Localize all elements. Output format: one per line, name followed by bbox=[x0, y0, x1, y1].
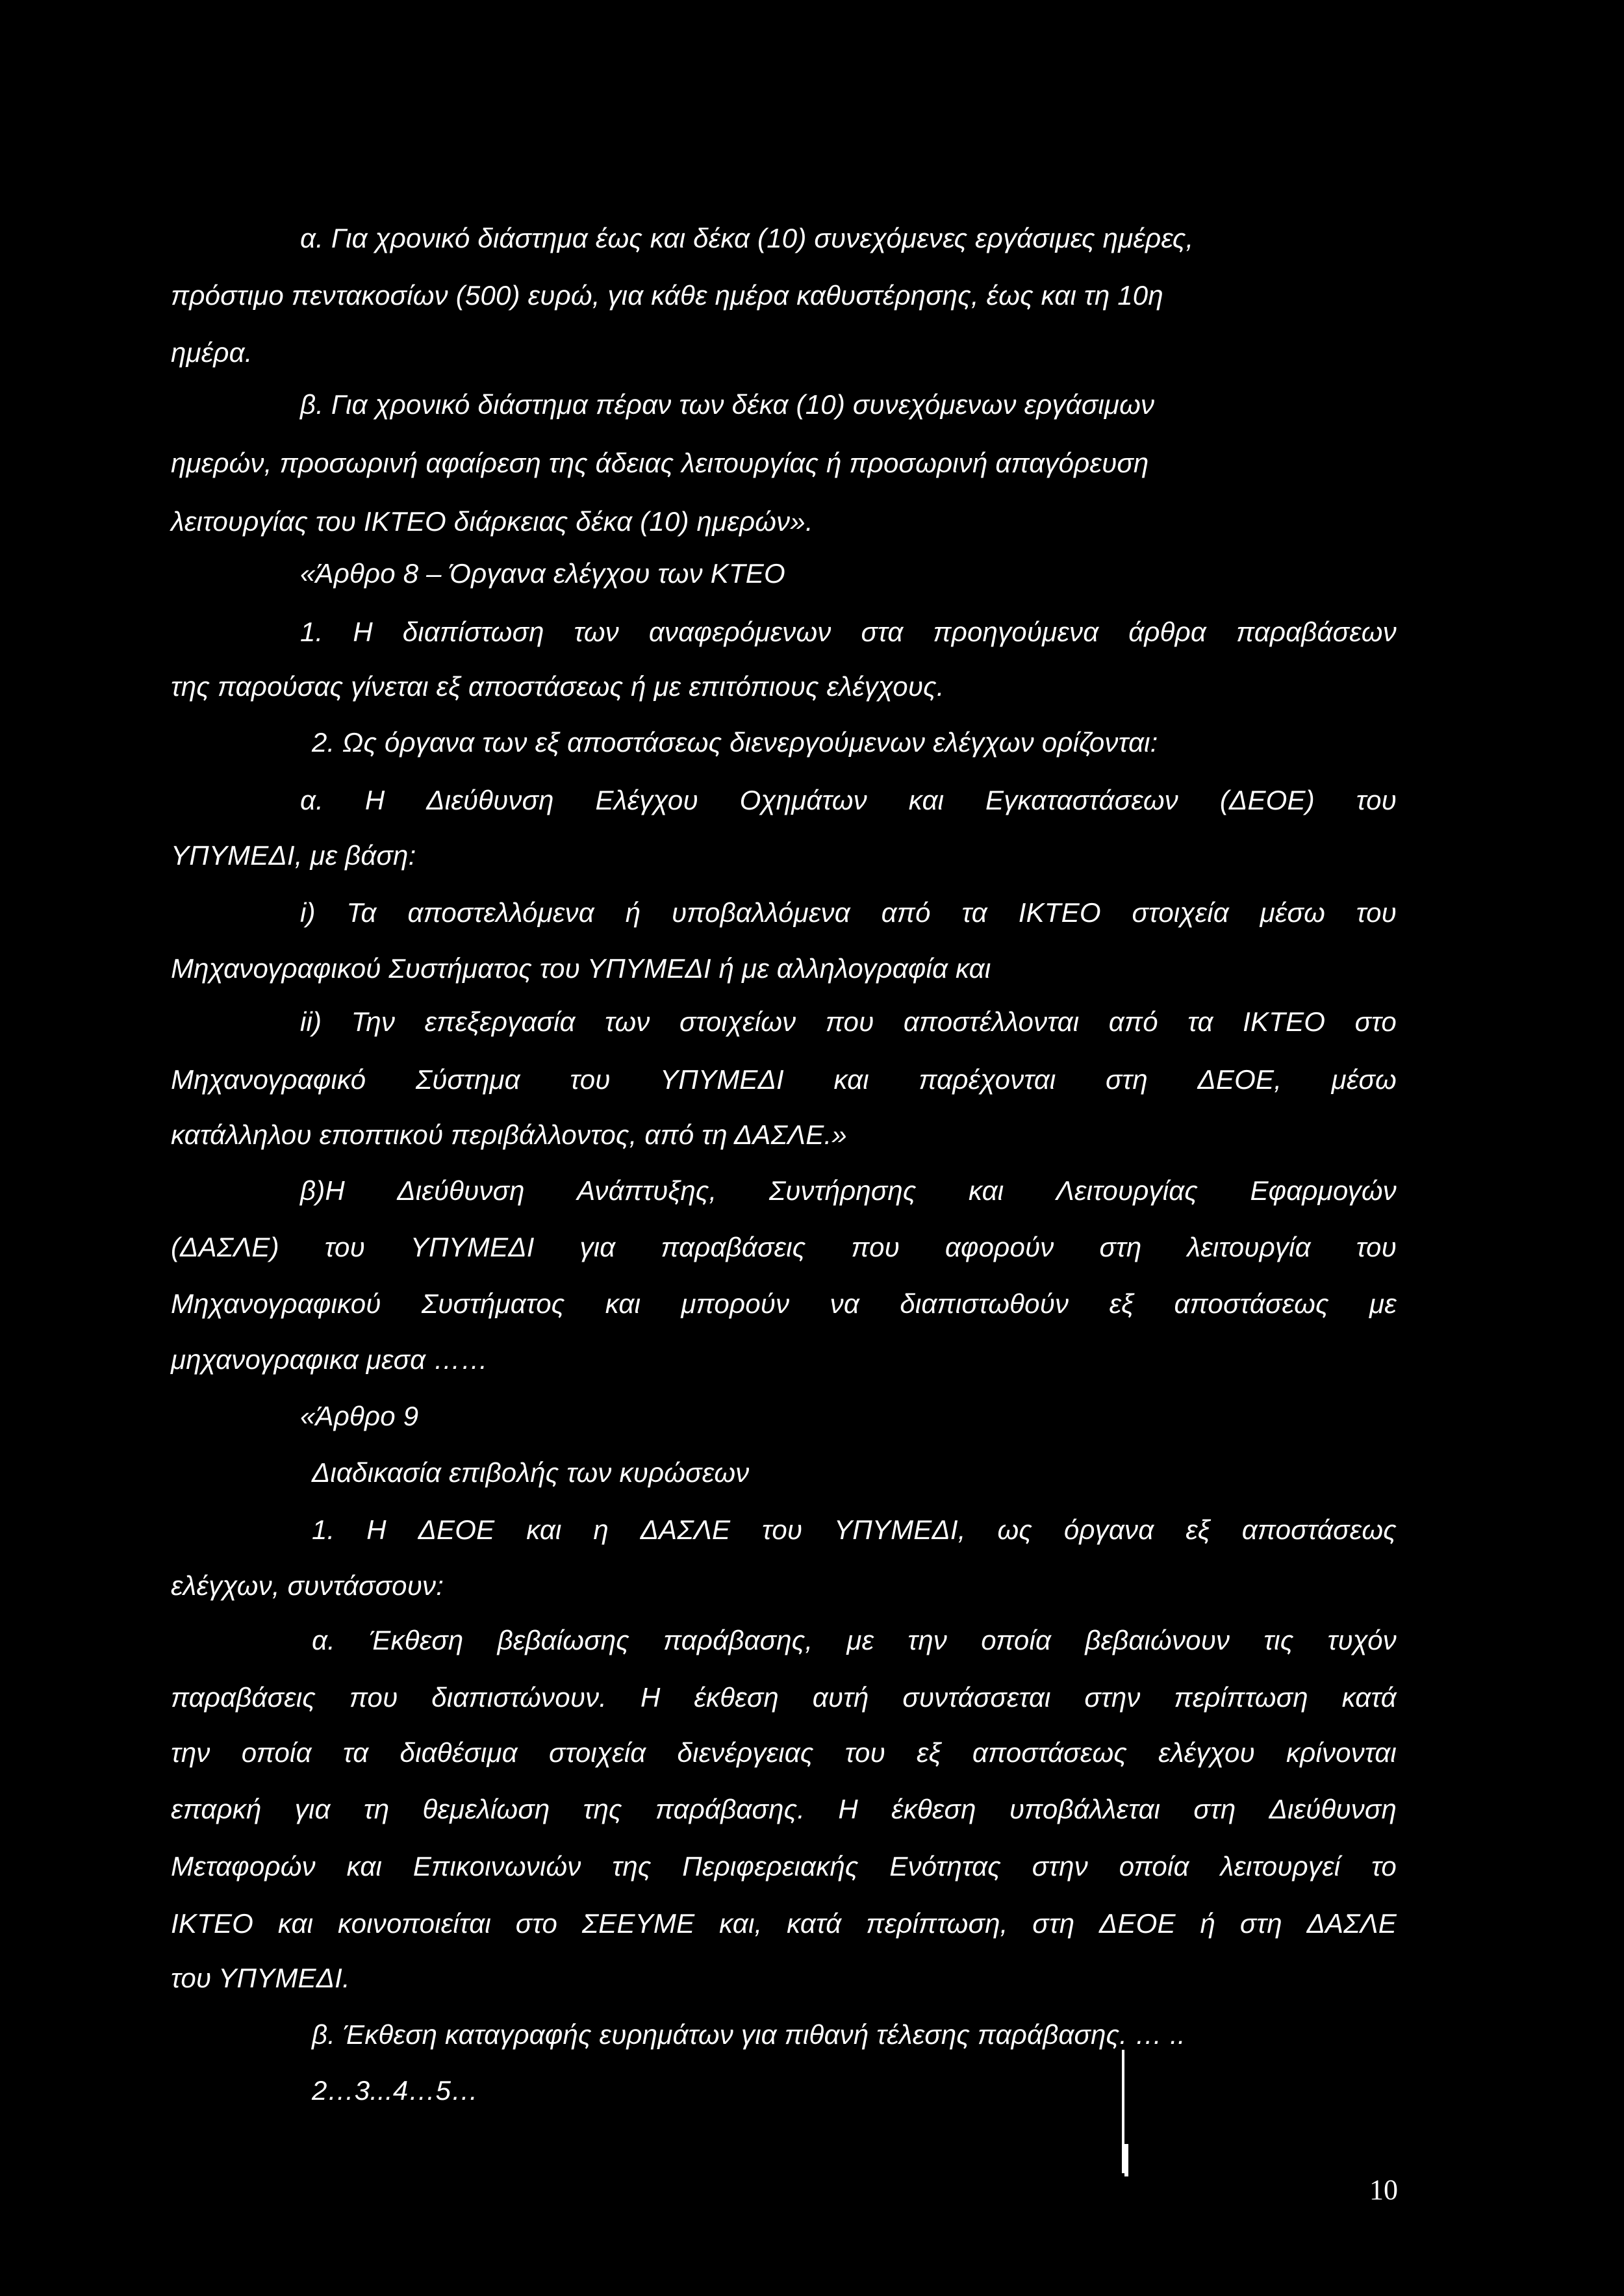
text-line-29 bbox=[171, 1793, 1397, 1826]
word: του bbox=[324, 1232, 365, 1262]
word: αποστάσεως bbox=[1241, 1514, 1397, 1545]
word: κατά bbox=[787, 1908, 842, 1939]
word: κοινοποιείται bbox=[337, 1908, 491, 1939]
word: για bbox=[579, 1232, 616, 1262]
word: ii) bbox=[300, 1006, 322, 1037]
word: αναφερόμενων bbox=[648, 617, 831, 647]
word: αποστέλλονται bbox=[903, 1006, 1080, 1037]
word: αυτή bbox=[812, 1682, 869, 1713]
word: των bbox=[605, 1006, 650, 1037]
word: τις bbox=[1263, 1625, 1294, 1655]
text-line-16 bbox=[171, 1064, 1397, 1096]
word: μπορούν bbox=[681, 1288, 790, 1319]
word: ΙΚΤΕΟ bbox=[1243, 1006, 1326, 1037]
word: με bbox=[846, 1625, 874, 1655]
text-line-23: Διαδικασία επιβολής των κυρώσεων bbox=[312, 1457, 750, 1488]
text-line-10: 2. Ως όργανα των εξ αποστάσεως διενεργούμενων ελέγχων ορίζονται: bbox=[312, 727, 1158, 758]
word: στη bbox=[1099, 1232, 1142, 1262]
word: του bbox=[762, 1514, 803, 1545]
text-line-27 bbox=[171, 1681, 1397, 1714]
word: διαθέσιμα bbox=[400, 1737, 518, 1768]
word: στη bbox=[1032, 1908, 1075, 1939]
word: το bbox=[1371, 1851, 1397, 1881]
word: Την bbox=[351, 1006, 396, 1037]
word: άρθρα bbox=[1128, 617, 1207, 647]
text-line-32: του ΥΠΥΜΕΔΙ. bbox=[171, 1963, 350, 1993]
text-line-11 bbox=[300, 784, 1397, 817]
word: Μηχανογραφικού bbox=[171, 1288, 381, 1319]
text-line-14: Μηχανογραφικού Συστήματος του ΥΠΥΜΕΔΙ ή με αλληλογραφία και bbox=[171, 953, 991, 984]
word: εξ bbox=[1109, 1288, 1134, 1319]
word: ΥΠΥΜΕΔΙ bbox=[660, 1064, 784, 1095]
word: Έκθεση bbox=[369, 1625, 464, 1655]
word: (ΔΑΣΛΕ) bbox=[171, 1232, 279, 1262]
word: α. bbox=[300, 785, 324, 815]
word: τα bbox=[961, 897, 987, 928]
word: τη bbox=[363, 1794, 390, 1824]
word: διαπιστωθούν bbox=[900, 1288, 1069, 1319]
word: Διεύθυνση bbox=[426, 785, 554, 815]
word: του bbox=[844, 1737, 885, 1768]
text-line-33: β. Έκθεση καταγραφής ευρημάτων για πιθανή τέλεσης παράβασης. … .. bbox=[312, 2019, 1186, 2050]
text-line-2: πρόστιμο πεντακοσίων (500) ευρώ, για κάθε ημέρα καθυστέρησης, έως και τη 10η bbox=[171, 280, 1163, 311]
word: αποστάσεως bbox=[972, 1737, 1127, 1768]
text-line-18 bbox=[300, 1175, 1397, 1207]
word: βεβαιώνουν bbox=[1085, 1625, 1230, 1655]
word: στο bbox=[515, 1908, 558, 1939]
word: Εγκαταστάσεων bbox=[985, 785, 1179, 815]
word: που bbox=[349, 1682, 398, 1713]
text-line-15 bbox=[300, 1006, 1397, 1038]
word: ΥΠΥΜΕΔΙ, bbox=[834, 1514, 966, 1545]
word: Ενότητας bbox=[889, 1851, 1001, 1881]
word: τα bbox=[342, 1737, 369, 1768]
word: ΣΕΕΥΜΕ bbox=[581, 1908, 695, 1939]
word: Διεύθυνση bbox=[1269, 1794, 1397, 1824]
word: εξ bbox=[1186, 1514, 1210, 1545]
word: προηγούμενα bbox=[933, 617, 1099, 647]
word: επαρκή bbox=[171, 1794, 262, 1824]
text-line-4: β. Για χρονικό διάστημα πέραν των δέκα (10) συνεχόμενων εργάσιμων bbox=[300, 389, 1155, 420]
word: διενέργειας bbox=[677, 1737, 814, 1768]
word: τα bbox=[1187, 1006, 1213, 1037]
word: Οχημάτων bbox=[739, 785, 867, 815]
word: στοιχεία bbox=[1132, 897, 1229, 928]
word: Τα bbox=[346, 897, 377, 928]
word: παραβάσεις bbox=[661, 1232, 806, 1262]
word: λειτουργεί bbox=[1220, 1851, 1341, 1881]
word: β)Η bbox=[300, 1175, 345, 1206]
word: Η bbox=[838, 1794, 858, 1824]
word: Ελέγχου bbox=[595, 785, 698, 815]
word: ΔΑΣΛΕ bbox=[1306, 1908, 1397, 1939]
word: την bbox=[171, 1737, 210, 1768]
text-line-1: α. Για χρονικό διάστημα έως και δέκα (10) συνεχόμενες εργάσιμες ημέρες, bbox=[300, 223, 1194, 253]
text-line-7: «Άρθρο 8 – Όργανα ελέγχου των ΚΤΕΟ bbox=[300, 558, 785, 589]
word: από bbox=[1108, 1006, 1158, 1037]
word: λειτουργία bbox=[1187, 1232, 1311, 1262]
word: (ΔΕΟΕ) bbox=[1219, 785, 1315, 815]
word: στοιχεία bbox=[548, 1737, 646, 1768]
word: ΔΑΣΛΕ bbox=[640, 1514, 731, 1545]
word: και bbox=[277, 1908, 314, 1939]
word: του bbox=[1356, 897, 1397, 928]
word: βεβαίωσης bbox=[497, 1625, 629, 1655]
text-line-28 bbox=[171, 1737, 1397, 1769]
word: και bbox=[833, 1064, 869, 1095]
text-line-22: «Άρθρο 9 bbox=[300, 1401, 419, 1431]
word: ελέγχου bbox=[1158, 1737, 1255, 1768]
word: η bbox=[593, 1514, 609, 1545]
word: Συντήρησης bbox=[768, 1175, 917, 1206]
word: i) bbox=[300, 897, 316, 928]
word: και bbox=[346, 1851, 383, 1881]
word: του bbox=[1356, 785, 1397, 815]
text-line-31 bbox=[171, 1907, 1397, 1940]
text-line-21: μηχανογραφικα μεσα …… bbox=[171, 1344, 488, 1375]
word: να bbox=[830, 1288, 859, 1319]
word: Λειτουργίας bbox=[1056, 1175, 1199, 1206]
word: διαπίστωση bbox=[402, 617, 544, 647]
word: υποβαλλόμενα bbox=[672, 897, 850, 928]
word: Μεταφορών bbox=[171, 1851, 316, 1881]
word: και, bbox=[719, 1908, 763, 1939]
word: ΔΕΟΕ, bbox=[1197, 1064, 1282, 1095]
word: 1. bbox=[312, 1514, 335, 1545]
text-line-20 bbox=[171, 1288, 1397, 1320]
word: της bbox=[583, 1794, 622, 1824]
word: παράβασης, bbox=[663, 1625, 813, 1655]
word: Συστήματος bbox=[421, 1288, 565, 1319]
word: στη bbox=[1105, 1064, 1148, 1095]
text-line-13 bbox=[300, 897, 1397, 929]
word: 1. bbox=[300, 617, 324, 647]
word: ΔΕΟΕ bbox=[1099, 1908, 1176, 1939]
word: Ανάπτυξης, bbox=[577, 1175, 717, 1206]
page-number: 10 bbox=[1369, 2174, 1398, 2206]
word: και bbox=[605, 1288, 641, 1319]
word: ΔΕΟΕ bbox=[418, 1514, 495, 1545]
word: ΥΠΥΜΕΔΙ bbox=[410, 1232, 535, 1262]
word: παραβάσεις bbox=[171, 1682, 316, 1713]
word: εξ bbox=[917, 1737, 941, 1768]
text-line-6: λειτουργίας του ΙΚΤΕΟ διάρκειας δέκα (10) ημερών». bbox=[171, 506, 813, 537]
text-line-17: κατάλληλου εποπτικού περιβάλλοντος, από τη ΔΑΣΛΕ.» bbox=[171, 1119, 847, 1150]
word: παραβάσεων bbox=[1236, 617, 1397, 647]
word: Διεύθυνση bbox=[397, 1175, 525, 1206]
word: ΙΚΤΕΟ bbox=[1018, 897, 1101, 928]
word: και bbox=[526, 1514, 562, 1545]
word: που bbox=[825, 1006, 874, 1037]
word: Η bbox=[353, 617, 373, 647]
word: Εφαρμογών bbox=[1250, 1175, 1397, 1206]
word: του bbox=[1356, 1232, 1397, 1262]
word: θεμελίωση bbox=[422, 1794, 550, 1824]
word: την bbox=[907, 1625, 948, 1655]
word: Η bbox=[364, 785, 385, 815]
word: Μηχανογραφικό bbox=[171, 1064, 366, 1095]
word: περίπτωση, bbox=[866, 1908, 1008, 1939]
word: αποστελλόμενα bbox=[407, 897, 594, 928]
word: υποβάλλεται bbox=[1009, 1794, 1161, 1824]
word: κρίνονται bbox=[1286, 1737, 1397, 1768]
word: Η bbox=[641, 1682, 661, 1713]
word: όργανα bbox=[1063, 1514, 1154, 1545]
word: μέσω bbox=[1260, 897, 1325, 928]
word: Η bbox=[366, 1514, 387, 1545]
word: μέσω bbox=[1331, 1064, 1397, 1095]
word: στη bbox=[1239, 1908, 1282, 1939]
word: παρέχονται bbox=[919, 1064, 1056, 1095]
word: στην bbox=[1084, 1682, 1141, 1713]
text-line-34: 2…3...4…5… bbox=[312, 2075, 479, 2106]
word: έκθεση bbox=[891, 1794, 976, 1824]
text-line-9: της παρούσας γίνεται εξ αποστάσεως ή με επιτόπιους ελέγχους. bbox=[171, 671, 945, 702]
word: ή bbox=[625, 897, 641, 928]
word: και bbox=[908, 785, 945, 815]
text-line-5: ημερών, προσωρινή αφαίρεση της άδειας λειτουργίας ή προσωρινή απαγόρευση bbox=[171, 448, 1149, 478]
word: των bbox=[574, 617, 619, 647]
text-line-19 bbox=[171, 1231, 1397, 1264]
word: Επικοινωνιών bbox=[412, 1851, 581, 1881]
word: από bbox=[881, 897, 931, 928]
word: στο bbox=[1354, 1006, 1397, 1037]
word: επεξεργασία bbox=[424, 1006, 576, 1037]
word: α. bbox=[312, 1625, 336, 1655]
word: στη bbox=[1193, 1794, 1236, 1824]
word: στα bbox=[861, 617, 904, 647]
word: αποστάσεως bbox=[1174, 1288, 1329, 1319]
word: στην bbox=[1032, 1851, 1088, 1881]
word: διαπιστώνουν. bbox=[431, 1682, 607, 1713]
word: στοιχείων bbox=[679, 1006, 796, 1037]
word: ή bbox=[1200, 1908, 1216, 1939]
word: Περιφερειακής bbox=[682, 1851, 859, 1881]
word: παράβασης. bbox=[655, 1794, 806, 1824]
word: κατά bbox=[1341, 1682, 1397, 1713]
word: ως bbox=[997, 1514, 1033, 1545]
text-line-3: ημέρα. bbox=[171, 337, 253, 368]
word: που bbox=[851, 1232, 900, 1262]
word: και bbox=[968, 1175, 1004, 1206]
word: περίπτωση bbox=[1174, 1682, 1308, 1713]
text-line-8 bbox=[300, 616, 1397, 648]
word: τυχόν bbox=[1327, 1625, 1397, 1655]
word: Σύστημα bbox=[415, 1064, 520, 1095]
word: για bbox=[294, 1794, 331, 1824]
word: οποία bbox=[241, 1737, 312, 1768]
word: συντάσσεται bbox=[902, 1682, 1051, 1713]
scan-artifact-line-lower bbox=[1124, 2144, 1128, 2176]
text-line-12: ΥΠΥΜΕΔΙ, με βάση: bbox=[171, 840, 416, 871]
word: αφορούν bbox=[945, 1232, 1054, 1262]
word: με bbox=[1369, 1288, 1397, 1319]
word: έκθεση bbox=[694, 1682, 779, 1713]
word: του bbox=[570, 1064, 611, 1095]
text-line-25: ελέγχων, συντάσσουν: bbox=[171, 1570, 444, 1601]
text-line-30 bbox=[171, 1850, 1397, 1883]
word: οποία bbox=[1119, 1851, 1189, 1881]
word: οποία bbox=[981, 1625, 1052, 1655]
text-line-26 bbox=[312, 1624, 1397, 1657]
text-line-24 bbox=[312, 1514, 1397, 1546]
word: της bbox=[612, 1851, 652, 1881]
word: ΙΚΤΕΟ bbox=[171, 1908, 254, 1939]
